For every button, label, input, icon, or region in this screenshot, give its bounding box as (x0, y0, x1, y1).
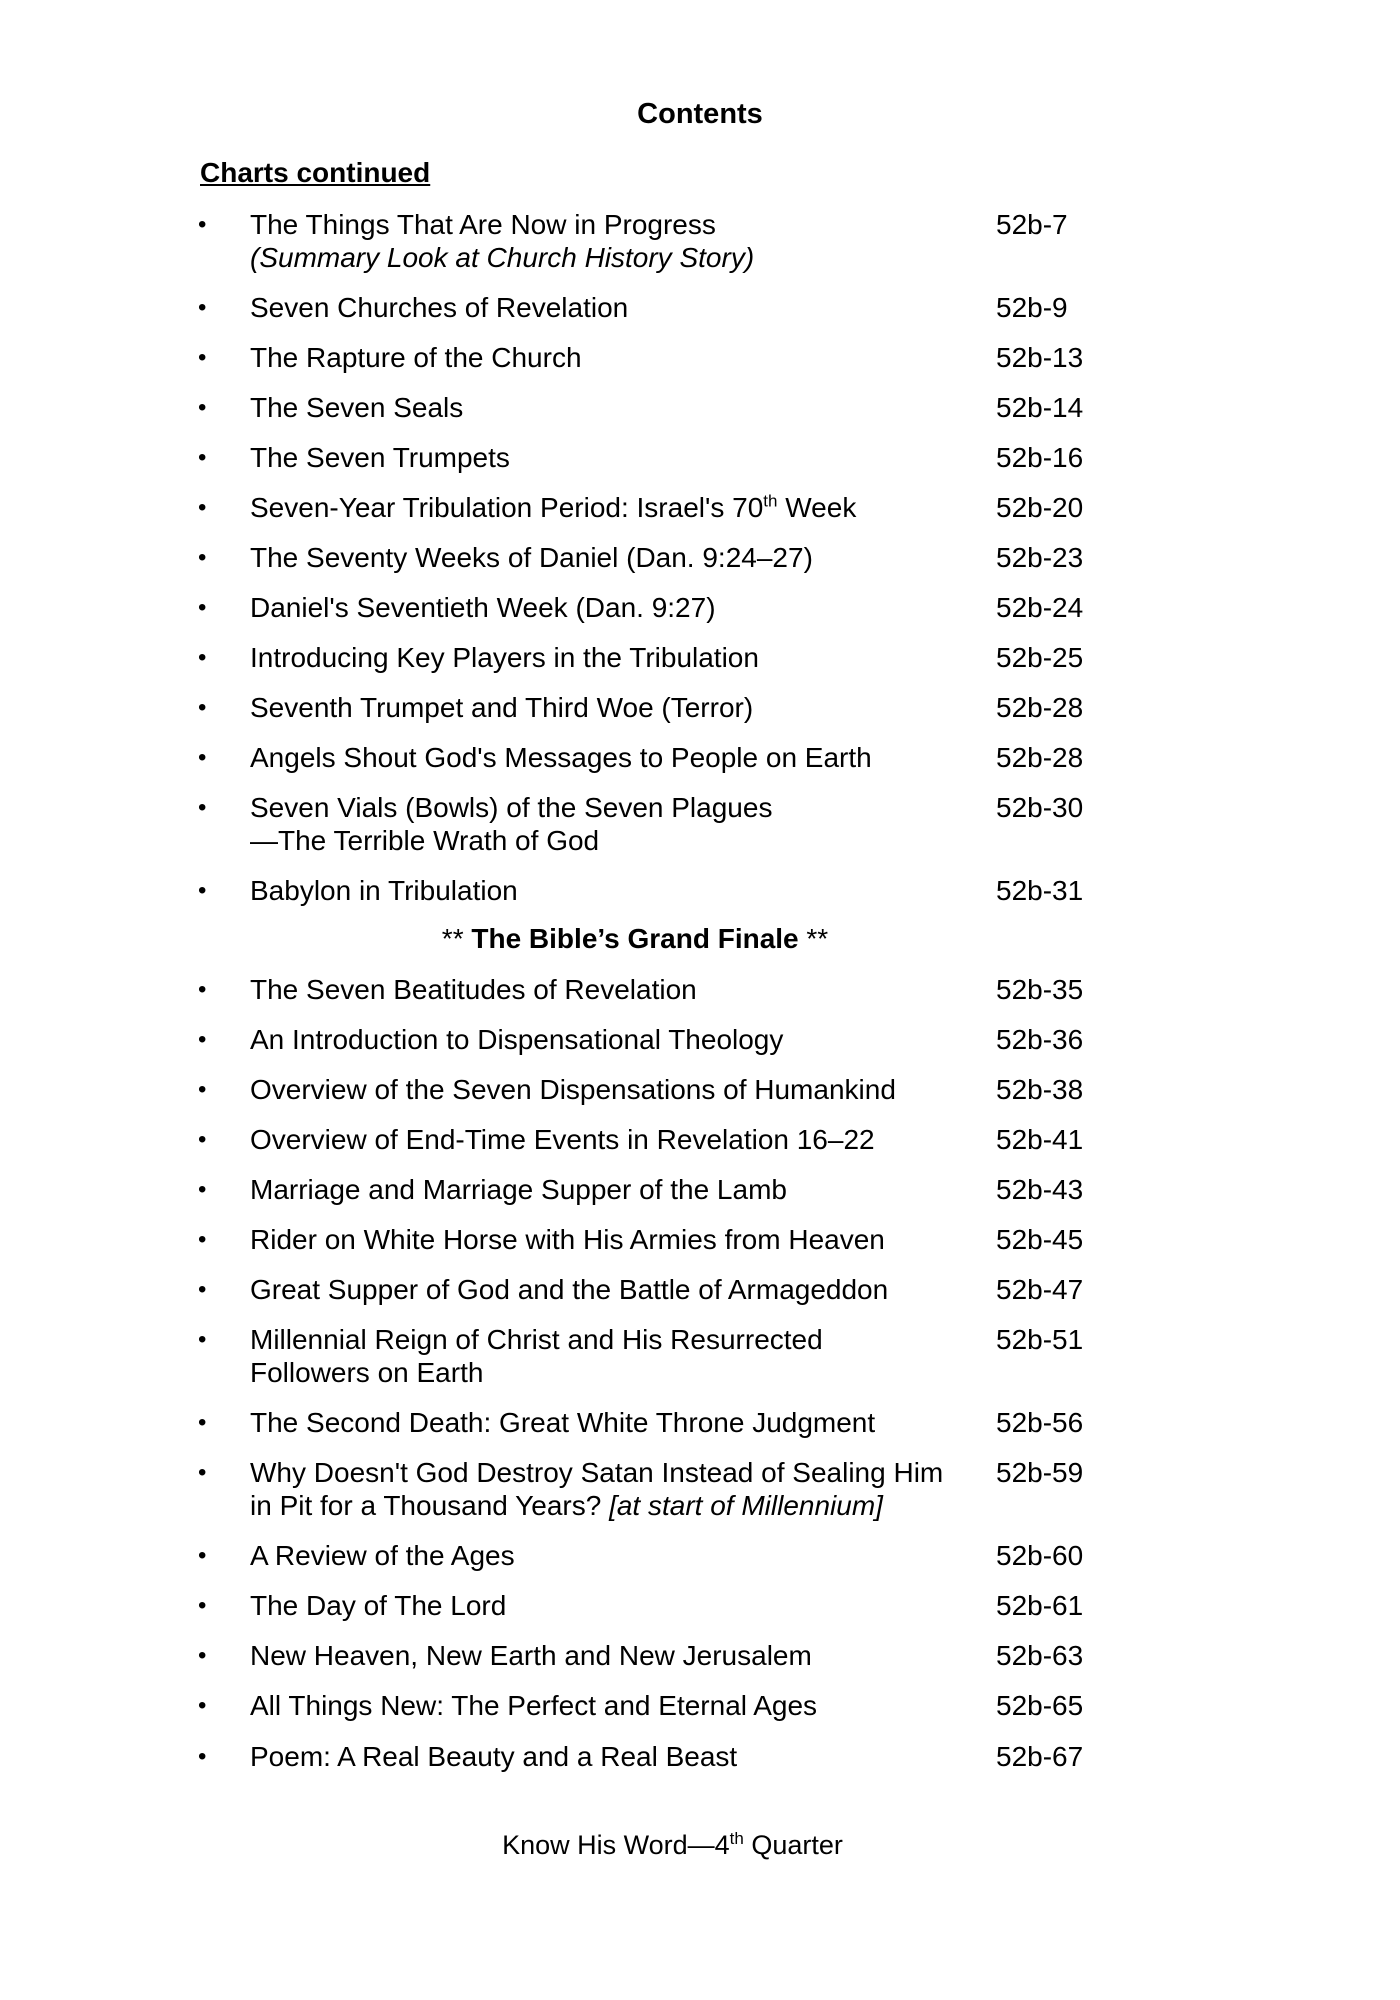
entry-title: The Seventy Weeks of Daniel (Dan. 9:24–27) (250, 542, 813, 573)
entry-page-number: 52b-65 (996, 1690, 1084, 1721)
entry-page-number: 52b-51 (996, 1324, 1084, 1355)
entry-title: The Seven Beatitudes of Revelation (250, 974, 697, 1005)
bullet-icon: • (198, 544, 207, 571)
entry-page-number: 52b-23 (996, 542, 1084, 573)
entry-page-number: 52b-45 (996, 1224, 1084, 1255)
page-footer: Know His Word—4th Quarter (502, 1829, 843, 1860)
entry-title: Introducing Key Players in the Tribulation (250, 642, 759, 673)
section-heading: Charts continued (200, 157, 431, 188)
bullet-icon: • (198, 1276, 207, 1303)
bullet-icon: • (198, 494, 207, 521)
bullet-icon: • (198, 1326, 207, 1353)
page-title: Contents (637, 98, 763, 130)
bullet-icon: • (198, 1592, 207, 1619)
entry-page-number: 52b-28 (996, 692, 1084, 723)
entry-page-number: 52b-43 (996, 1174, 1084, 1205)
bullet-icon: • (198, 1542, 207, 1569)
bullet-icon: • (198, 976, 207, 1003)
entry-title: The Day of The Lord (250, 1590, 507, 1621)
entry-page-number: 52b-31 (996, 875, 1084, 906)
entry-title: Why Doesn't God Destroy Satan Instead of Sealing Him in Pit for a Thousand Years? [at start of Millennium] (250, 1456, 990, 1522)
entry-subtitle: (Summary Look at Church History Story) (250, 242, 755, 273)
entry-title: Rider on White Horse with His Armies from Heaven (250, 1224, 885, 1255)
bullet-icon: • (198, 394, 207, 421)
entry-page-number: 52b-36 (996, 1024, 1084, 1055)
entry-page-number: 52b-7 (996, 209, 1068, 240)
entry-subtitle: Followers on Earth (250, 1357, 484, 1388)
bullet-icon: • (198, 1076, 207, 1103)
bullet-icon: • (198, 594, 207, 621)
bullet-icon: • (198, 644, 207, 671)
entry-title: Poem: A Real Beauty and a Real Beast (250, 1741, 738, 1772)
bullet-icon: • (198, 694, 207, 721)
bullet-icon: • (198, 444, 207, 471)
entry-title: The Things That Are Now in Progress (Summary Look at Church History Story) (250, 208, 990, 274)
entry-page-number: 52b-38 (996, 1074, 1084, 1105)
bullet-icon: • (198, 1126, 207, 1153)
entry-title: Seven-Year Tribulation Period: Israel's 70th Week (250, 491, 857, 523)
bullet-icon: • (198, 794, 207, 821)
bullet-icon: • (198, 1642, 207, 1669)
section-divider-heading: ** The Bible’s Grand Finale ** (441, 923, 829, 954)
bullet-icon: • (198, 1026, 207, 1053)
entry-page-number: 52b-47 (996, 1274, 1084, 1305)
entry-page-number: 52b-20 (996, 492, 1084, 523)
bullet-icon: • (198, 211, 207, 238)
entry-title: All Things New: The Perfect and Eternal Ages (250, 1690, 818, 1721)
entry-page-number: 52b-30 (996, 792, 1084, 823)
entry-page-number: 52b-63 (996, 1640, 1084, 1671)
bullet-icon: • (198, 294, 207, 321)
entry-title: Seven Churches of Revelation (250, 292, 629, 323)
entry-page-number: 52b-56 (996, 1407, 1084, 1438)
bullet-icon: • (198, 1459, 207, 1486)
entry-title: Millennial Reign of Christ and His Resurrected Followers on Earth (250, 1323, 990, 1389)
bullet-icon: • (198, 344, 207, 371)
entry-title: The Rapture of the Church (250, 342, 582, 373)
entry-title: The Seven Seals (250, 392, 464, 423)
entry-page-number: 52b-41 (996, 1124, 1084, 1155)
bullet-icon: • (198, 744, 207, 771)
entry-page-number: 52b-35 (996, 974, 1084, 1005)
entry-page-number: 52b-9 (996, 292, 1068, 323)
entry-page-number: 52b-16 (996, 442, 1084, 473)
entry-title: Daniel's Seventieth Week (Dan. 9:27) (250, 592, 716, 623)
entry-title: Overview of End-Time Events in Revelation 16–22 (250, 1124, 875, 1155)
entry-page-number: 52b-28 (996, 742, 1084, 773)
entry-title: Babylon in Tribulation (250, 875, 518, 906)
entry-title: Overview of the Seven Dispensations of Humankind (250, 1074, 896, 1105)
entry-title: Angels Shout God's Messages to People on Earth (250, 742, 872, 773)
bullet-icon: • (198, 1692, 207, 1719)
entry-subtitle: —The Terrible Wrath of God (250, 825, 600, 856)
entry-page-number: 52b-25 (996, 642, 1084, 673)
entry-title: The Second Death: Great White Throne Judgment (250, 1407, 876, 1438)
entry-title: New Heaven, New Earth and New Jerusalem (250, 1640, 812, 1671)
entry-title: A Review of the Ages (250, 1540, 515, 1571)
entry-title: The Seven Trumpets (250, 442, 510, 473)
entry-page-number: 52b-61 (996, 1590, 1084, 1621)
entry-title: Seventh Trumpet and Third Woe (Terror) (250, 692, 754, 723)
entry-page-number: 52b-60 (996, 1540, 1084, 1571)
entry-page-number: 52b-24 (996, 592, 1084, 623)
entry-title: Seven Vials (Bowls) of the Seven Plagues —The Terrible Wrath of God (250, 791, 990, 857)
entry-title: Marriage and Marriage Supper of the Lamb (250, 1174, 787, 1205)
bullet-icon: • (198, 1743, 207, 1770)
entry-page-number: 52b-13 (996, 342, 1084, 373)
entry-page-number: 52b-59 (996, 1457, 1084, 1488)
entry-page-number: 52b-67 (996, 1741, 1084, 1772)
bullet-icon: • (198, 1409, 207, 1436)
entry-title: Great Supper of God and the Battle of Armageddon (250, 1274, 889, 1305)
bullet-icon: • (198, 1226, 207, 1253)
entry-title: An Introduction to Dispensational Theology (250, 1024, 784, 1055)
entry-subtitle: in Pit for a Thousand Years? [at start of Millennium] (250, 1490, 883, 1521)
entry-page-number: 52b-14 (996, 392, 1084, 423)
bullet-icon: • (198, 877, 207, 904)
bullet-icon: • (198, 1176, 207, 1203)
